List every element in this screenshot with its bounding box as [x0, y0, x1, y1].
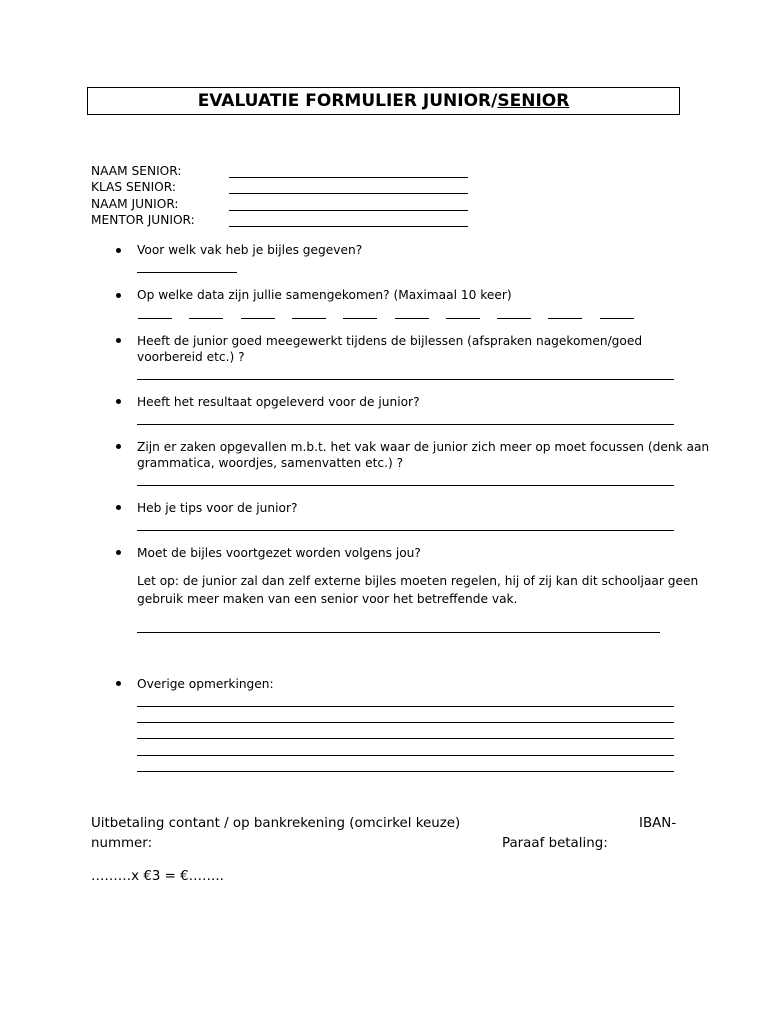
payment-calculation: ………x €3 = €…….. [91, 869, 224, 884]
date-line[interactable] [395, 318, 429, 319]
question-q6: Heb je tips voor de junior? [137, 501, 298, 515]
question-q5-line2: grammatica, woordjes, samenvatten etc.) ? [137, 456, 404, 470]
answer-line-q5[interactable] [137, 485, 674, 486]
bullet-q1 [116, 248, 121, 253]
bullet-q6 [116, 505, 121, 510]
answer-line-q8-3[interactable] [137, 738, 674, 739]
date-line[interactable] [548, 318, 582, 319]
field-label-naam-senior: NAAM SENIOR: [91, 164, 182, 178]
iban-label: IBAN- [639, 816, 677, 831]
field-line-naam-junior[interactable] [229, 210, 468, 211]
field-line-klas-senior[interactable] [229, 193, 468, 194]
title-main: EVALUATIE FORMULIER JUNIOR/ [197, 91, 498, 111]
answer-line-q8-5[interactable] [137, 771, 674, 772]
date-line[interactable] [241, 318, 275, 319]
answer-line-q7[interactable] [137, 632, 660, 633]
question-q8: Overige opmerkingen: [137, 677, 274, 691]
answer-line-q6[interactable] [137, 530, 674, 531]
answer-line-q8-4[interactable] [137, 755, 674, 756]
bullet-q7 [116, 550, 121, 555]
bullet-q2 [116, 293, 121, 298]
bullet-q5 [116, 444, 121, 449]
field-label-naam-junior: NAAM JUNIOR: [91, 197, 179, 211]
form-title [87, 87, 680, 115]
answer-line-q1[interactable] [137, 272, 237, 273]
title-underlined: SENIOR [497, 91, 570, 111]
question-q3-line1: Heeft de junior goed meegewerkt tijdens de bijlessen (afspraken nagekomen/goed [137, 334, 643, 348]
field-label-mentor-junior: MENTOR JUNIOR: [91, 213, 195, 227]
question-q7-note-line2: gebruik meer maken van een senior voor het betreffende vak. [137, 592, 518, 606]
date-line[interactable] [138, 318, 172, 319]
question-q4: Heeft het resultaat opgeleverd voor de junior? [137, 395, 420, 409]
field-label-klas-senior: KLAS SENIOR: [91, 180, 176, 194]
bullet-q4 [116, 399, 121, 404]
date-line[interactable] [189, 318, 223, 319]
date-line[interactable] [292, 318, 326, 319]
answer-line-q3[interactable] [137, 379, 674, 380]
answer-line-q4[interactable] [137, 424, 674, 425]
question-q5-line1: Zijn er zaken opgevallen m.b.t. het vak waar de junior zich meer op moet focussen (denk aan [137, 440, 710, 454]
question-q1: Voor welk vak heb je bijles gegeven? [137, 243, 363, 257]
payment-choice: Uitbetaling contant / op bankrekening (omcirkel keuze) [91, 816, 461, 831]
bullet-q8 [116, 681, 121, 686]
question-q3-line2: voorbereid etc.) ? [137, 350, 245, 364]
paraaf-label: Paraaf betaling: [502, 836, 608, 851]
date-line[interactable] [446, 318, 480, 319]
bullet-q3 [116, 338, 121, 343]
date-line[interactable] [497, 318, 531, 319]
field-line-naam-senior[interactable] [229, 177, 468, 178]
question-q7-note-line1: Let op: de junior zal dan zelf externe bijles moeten regelen, hij of zij kan dit schooljaar geen [137, 574, 699, 588]
question-q7: Moet de bijles voortgezet worden volgens jou? [137, 546, 421, 560]
question-q2: Op welke data zijn jullie samengekomen? (Maximaal 10 keer) [137, 288, 512, 302]
date-line[interactable] [343, 318, 377, 319]
date-line[interactable] [600, 318, 634, 319]
field-line-mentor-junior[interactable] [229, 226, 468, 227]
answer-line-q8-1[interactable] [137, 706, 674, 707]
answer-line-q8-2[interactable] [137, 722, 674, 723]
nummer-label: nummer: [91, 836, 153, 851]
